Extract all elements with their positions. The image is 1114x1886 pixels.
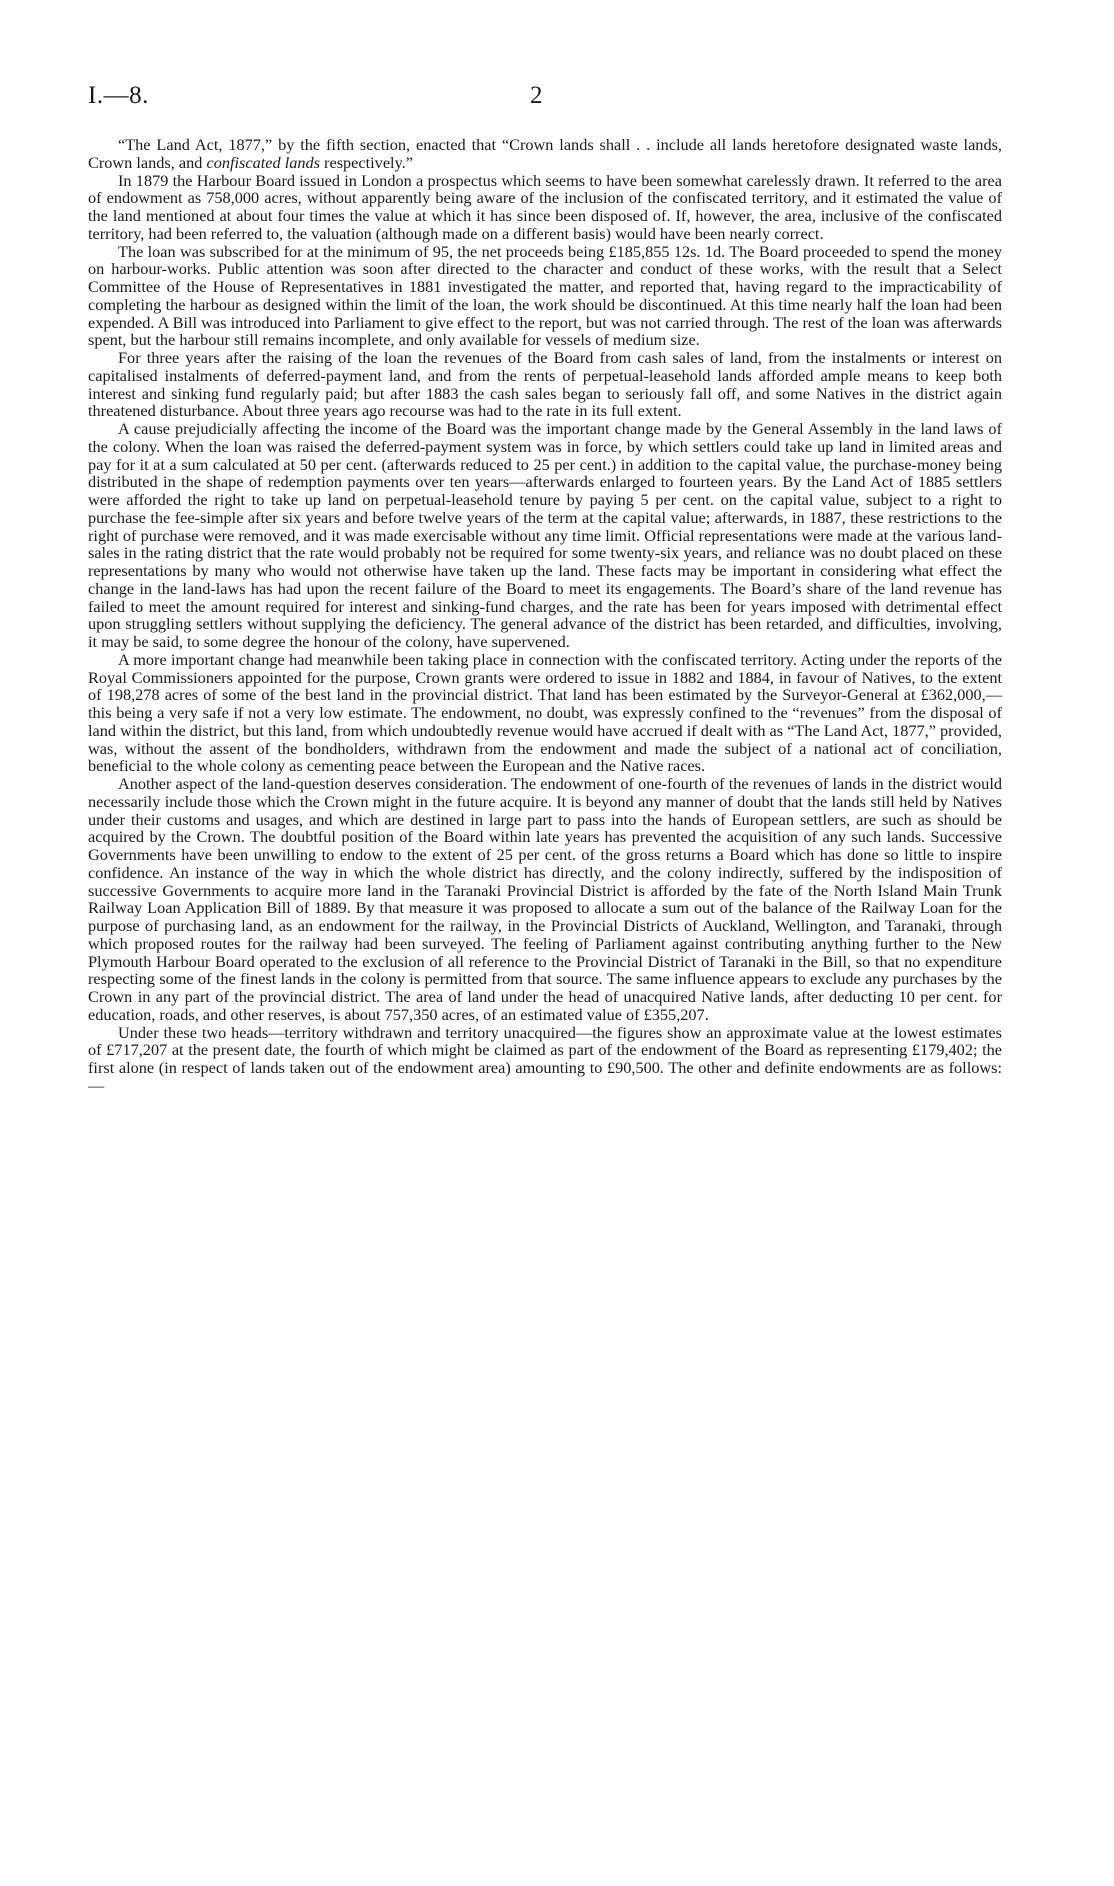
emphasized-text: confiscated lands: [206, 152, 320, 172]
paragraph-text: “The Land Act, 1877,” by the fifth section, enacted that “Crown lands shall . . include all lands heretofore designated waste lands, Crown lands, and: [88, 135, 1002, 172]
paragraph-land-laws-change: A cause prejudicially affecting the income of the Board was the important change made by the General Assembly in the land laws of the colony. When the loan was raised the deferred-payment system was in force, by which settlers could take up land in limited areas and pay for it at a sum calculated at 50 per cent. (afterwards reduced to 25 per cent.) in addition to the capital value, the purchase-money being distributed in the shape of redemption payments over ten years—afterwards enlarged to fourteen years. By the Land Act of 1885 settlers were afforded the right to take up land on perpetual-leasehold tenure by paying 5 per cent. on the capital value, subject to a right to purchase the fee-simple after six years and before twelve years of the term at the capital value; afterwards, in 1887, these restrictions to the right of purchase were removed, and it was made exercisable without any time limit. Official representations were made at the various land-sales in the rating district that the rate would probably not be required for some twenty-six years, and reliance was no doubt placed on these representations by many who would not otherwise have taken up the land. These facts may be important in considering what effect the change in the land-laws has had upon the recent failure of the Board to meet its engagements. The Board’s share of the land revenue has failed to meet the amount required for interest and sinking-fund charges, and the rate has been for years imposed with detrimental effect upon struggling settlers without supplying the deficiency. The general advance of the district has been retarded, and difficulties, involving, it may be said, to some degree the honour of the colony, have supervened.: [88, 419, 1002, 651]
paragraph-land-act-1877: [88, 136, 1002, 172]
page-number: 2: [530, 82, 543, 109]
parliamentary-paper-reference: I.—8.: [88, 82, 149, 109]
paragraph-endowment-summary: Under these two heads—territory withdrawn and territory unacquired—the figures show an approximate value at the lowest estimates of £717,207 at the present date, the fourth of which might be claimed as part of the endowment of the Board as representing £179,402; the first alone (in respect of lands taken out of the endowment area) amounting to £90,500. The other and definite endowments are as follows:—: [88, 1022, 1002, 1095]
paragraph-loan-subscription: The loan was subscribed for at the minimum of 95, the net proceeds being £185,855 12s. 1d. The Board proceeded to spend the money on harbour-works. Public attention was soon after directed to the character and conduct of these works, with the result that a Select Committee of the House of Representatives in 1881 investigated the matter, and reported that, having regard to the impracticability of completing the harbour as designed within the limit of the loan, the work should be discontinued. At this time nearly half the loan had been expended. A Bill was introduced into Parliament to give effect to the report, but was not carried through. The rest of the loan was afterwards spent, but the harbour still remains incomplete, and only available for vessels of medium size.: [88, 241, 1002, 350]
page-header: [88, 82, 1028, 112]
paragraph-land-question: Another aspect of the land-question deserves consideration. The endowment of one-fourth of the revenues of lands in the district would necessarily include those which the Crown might in the future acquire. It is beyond any manner of doubt that the lands still held by Natives under their customs and usages, and which are destined in large part to pass into the hands of European settlers, are such as should be acquired by the Crown. The doubtful position of the Board within late years has prevented the acquisition of any such lands. Successive Governments have been unwilling to endow to the extent of 25 per cent. of the gross returns a Board which has done so little to inspire confidence. An instance of the way in which the whole district has directly, and the colony indirectly, suffered by the indisposition of successive Governments to acquire more land in the Taranaki Provincial District is afforded by the fate of the North Island Main Trunk Railway Loan Application Bill of 1889. By that measure it was proposed to allocate a sum out of the balance of the Railway Loan for the purpose of purchasing land, as an endowment for the railway, in the Provincial Districts of Auckland, Wellington, and Taranaki, through which proposed routes for the railway had been surveyed. The feeling of Parliament against contributing anything further to the New Plymouth Harbour Board operated to the exclusion of all reference to the Provincial District of Taranaki in the Bill, so that no expenditure respecting some of the finest lands in the colony is permitted from that source. The same influence appears to exclude any purchases by the Crown in any part of the provincial district. The area of land under the head of unacquired Native lands, after deducting 10 per cent. for education, roads, and other reserves, is about 757,350 acres, of an estimated value of £355,207.: [88, 774, 1002, 1024]
paragraph-prospectus-1879: In 1879 the Harbour Board issued in London a prospectus which seems to have been somewhat carelessly drawn. It referred to the area of endowment as 758,000 acres, without apparently being aware of the inclusion of the confiscated territory, and it estimated the value of the land mentioned at about four times the value at which it has since been disposed of. If, however, the area, inclusive of the confiscated territory, had been referred to, the valuation (although made on a different basis) would have been nearly correct.: [88, 170, 1002, 243]
paragraph-board-revenues: For three years after the raising of the loan the revenues of the Board from cash sales of land, from the instalments or interest on capitalised instalments of deferred-payment land, and from the rents of perpetual-leasehold lands afforded ample means to keep both interest and sinking fund regularly paid; but after 1883 the cash sales began to seriously fall off, and some Natives in the district again threatened disturbance. About three years ago recourse was had to the rate in its full extent.: [88, 348, 1002, 421]
paragraph-confiscated-territory: A more important change had meanwhile been taking place in connection with the confiscated territory. Acting under the reports of the Royal Commissioners appointed for the purpose, Crown grants were ordered to issue in 1882 and 1884, in favour of Natives, to the extent of 198,278 acres of some of the best land in the provincial district. That land has been estimated by the Surveyor-General at £362,000,—this being a very safe if not a very low estimate. The endowment, no doubt, was expressly confined to the “revenues” from the disposal of land within the district, but this land, from which undoubtedly revenue would have accrued if dealt with as “The Land Act, 1877,” provided, was, without the assent of the bondholders, withdrawn from the endowment and made the subject of a national act of conciliation, beneficial to the whole colony as cementing peace between the European and the Native races.: [88, 649, 1002, 776]
paragraph-text: respectively.”: [319, 152, 413, 172]
body-text: [88, 136, 1002, 1095]
